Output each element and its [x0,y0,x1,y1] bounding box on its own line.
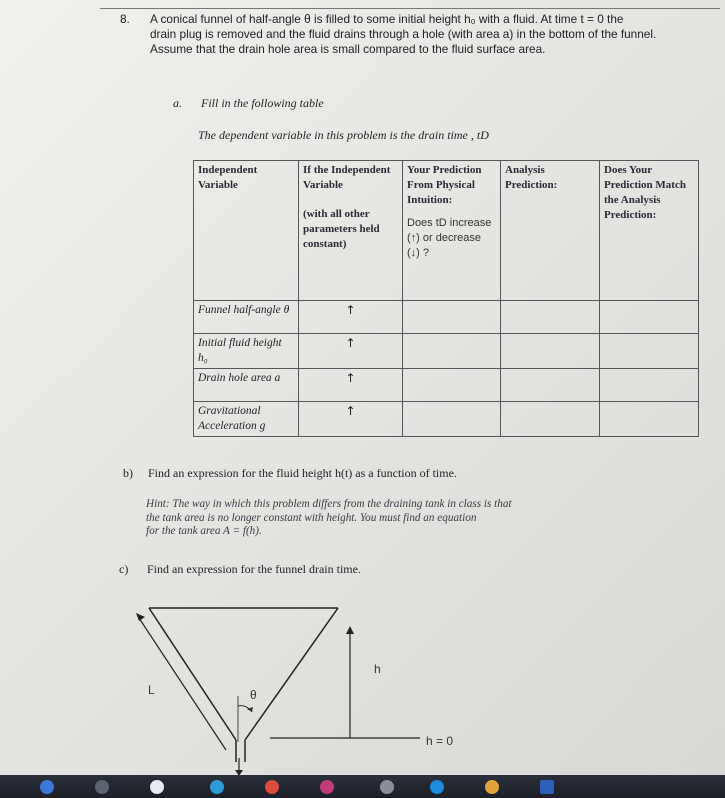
row-label: Initial fluid height h₀ [194,334,299,369]
word-icon[interactable] [540,780,554,794]
header-analysis-prediction: Analysis Prediction: [501,161,600,301]
part-b-hint [146,498,616,539]
problem-number: 8. [120,12,130,26]
header-if-independent [299,161,403,301]
header-independent-variable: Independent Variable [194,161,299,301]
row-arrow: ↑ [299,402,403,437]
part-a-heading [173,96,324,111]
taskbar [0,775,725,798]
app-icon[interactable] [320,780,334,794]
funnel-right-wall [245,608,338,740]
header-col2-main: If the Independent Variable [303,164,391,191]
app-icon[interactable] [380,780,394,794]
header-col3-main: Your Prediction From Physical Intuition: [407,164,482,206]
analysis-cell[interactable] [501,334,600,369]
part-a-text: Fill in the following table [201,96,324,110]
part-b-label: b) [123,466,133,480]
analysis-cell[interactable] [501,301,600,334]
problem-statement [120,12,714,57]
height-arrowhead [346,626,354,634]
row-label: Funnel half-angle θ [194,301,299,334]
app-icon[interactable] [210,780,224,794]
prediction-cell[interactable] [403,369,501,402]
prediction-table [193,160,699,437]
problem-line-2: drain plug is removed and the fluid drains through a hole (with area a) in the bottom of the funnel. [150,27,657,41]
funnel-left-wall [149,608,236,740]
app-icon[interactable] [485,780,499,794]
problem-line-3: Assume that the drain hole area is small compared to the fluid surface area. [150,42,546,56]
app-icon[interactable] [150,780,164,794]
row-label: Gravitational Acceleration g [194,402,299,437]
header-col3-sub: Does tD increase (↑) or decrease (↓) ? [407,217,492,259]
app-icon[interactable] [40,780,54,794]
hint-line-3: for the tank area A = f(h). [146,525,262,537]
header-your-prediction [403,161,501,301]
top-rule [100,8,720,9]
table-row [194,301,699,334]
header-col2-sub: (with all other parameters held constant) [303,208,380,250]
row-arrow: ↑ [299,334,403,369]
label-l: L [148,683,155,697]
table-row [194,334,699,369]
app-icon[interactable] [430,780,444,794]
match-cell[interactable] [600,301,699,334]
table-row [194,369,699,402]
part-a-label: a. [173,96,182,110]
analysis-cell[interactable] [501,402,600,437]
match-cell[interactable] [600,334,699,369]
row-arrow: ↑ [299,301,403,334]
prediction-cell[interactable] [403,301,501,334]
length-arrowhead [136,613,145,621]
header-match: Does Your Prediction Match the Analysis Prediction: [600,161,699,301]
part-c-label: c) [119,562,129,576]
hint-line-1: Hint: The way in which this problem differs from the draining tank in class is that [146,498,512,510]
dependent-variable-note: The dependent variable in this problem is the drain time , tD [198,128,489,142]
analysis-cell[interactable] [501,369,600,402]
part-c-text: Find an expression for the funnel drain time. [147,562,361,576]
prediction-cell[interactable] [403,334,501,369]
prediction-cell[interactable] [403,402,501,437]
app-icon[interactable] [265,780,279,794]
table-header-row [194,161,699,301]
hint-line-2: the tank area is no longer constant with height. You must find an equation [146,511,477,524]
table-row [194,402,699,437]
part-b-text: Find an expression for the fluid height h(t) as a function of time. [148,466,457,480]
label-theta: θ [250,688,257,702]
label-h-zero: h = 0 [426,734,454,748]
row-label: Drain hole area a [194,369,299,402]
app-icon[interactable] [95,780,109,794]
problem-line-1: A conical funnel of half-angle θ is filled to some initial height h₀ with a fluid. At time t = 0 the [150,12,624,26]
funnel-diagram [0,590,725,775]
match-cell[interactable] [600,402,699,437]
row-arrow: ↑ [299,369,403,402]
label-h: h [374,662,381,676]
match-cell[interactable] [600,369,699,402]
